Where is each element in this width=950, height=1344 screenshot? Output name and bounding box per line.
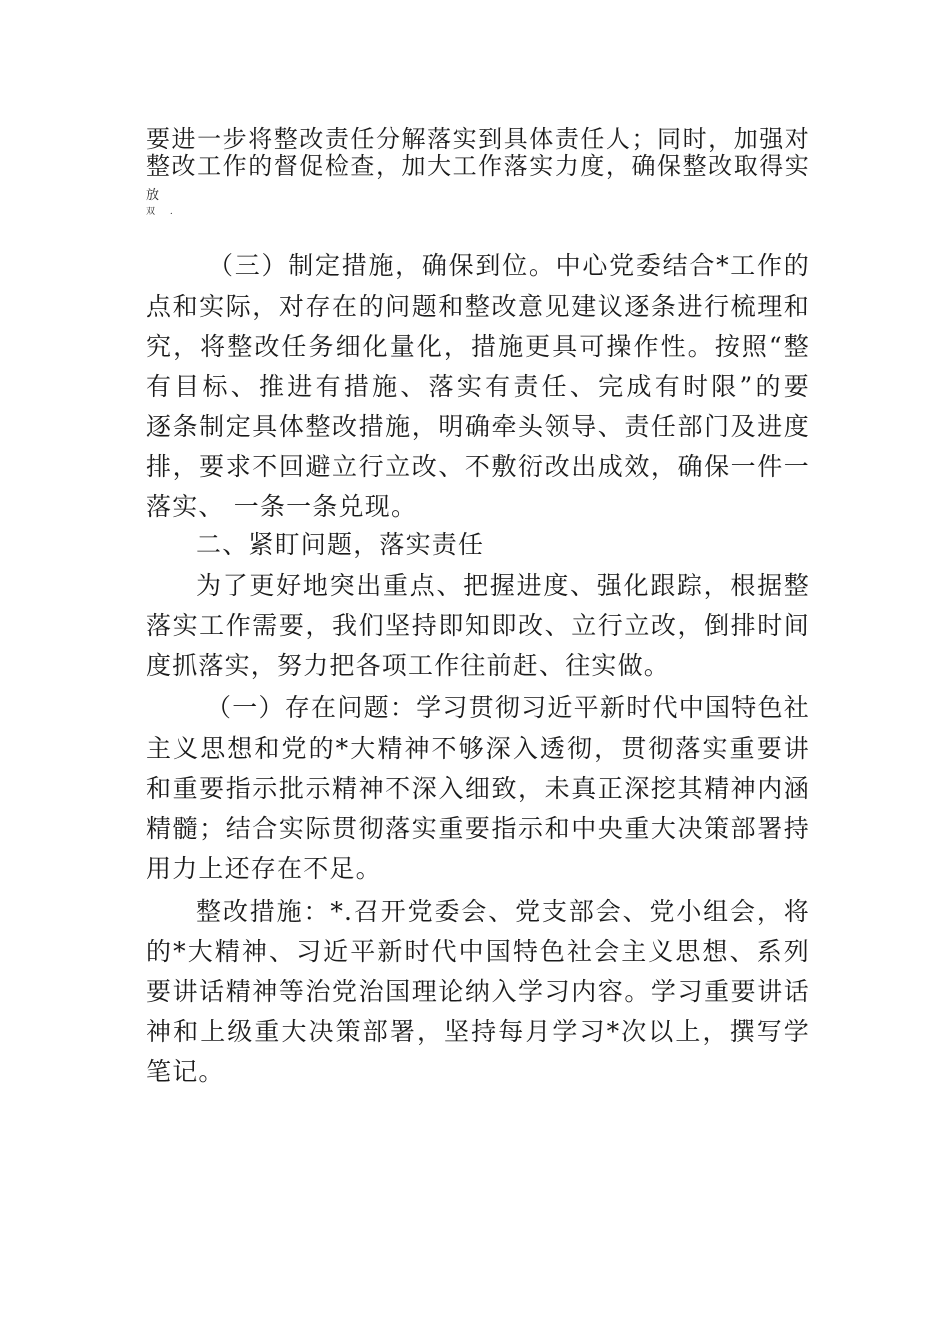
paragraph-line: 整改工作的督促检查，加大工作落实力度，确保整改取得实 <box>146 153 810 180</box>
paragraph-line: 点和实际，对存在的问题和整改意见建议逐条进行梳理和 <box>146 292 810 321</box>
section-3-first-line: （三）制定措施，确保到位。中心党委结合*工作的 <box>208 251 810 280</box>
measures-first-line: 整改措施：*.召开党委会、党支部会、党小组会，将 <box>196 897 810 926</box>
paragraph-line: 主义思想和党的*大精神不够深入透彻，贯彻落实重要讲 <box>146 734 810 763</box>
paragraph-line: 逐条制定具体整改措施，明确牵头领导、责任部门及进度 <box>146 412 810 441</box>
problem-first-line: （一）存在问题：学习贯彻习近平新时代中国特色社 <box>206 693 810 722</box>
paragraph-line: 要进一步将整改责任分解落实到具体责任人；同时，加强对 <box>146 126 810 153</box>
paragraph-line: 和重要指示批示精神不深入细致，未真正深挖其精神内涵 <box>146 774 810 803</box>
paragraph-line: 落实、 一条一条兑现。 <box>146 492 418 521</box>
paragraph-line: 究，将整改任务细化量化，措施更具可操作性。按照“整 <box>146 332 810 361</box>
paragraph-line: 落实工作需要，我们坚持即知即改、立行立改，倒排时间 <box>146 611 810 640</box>
section-heading: 二、紧盯问题，落实责任 <box>196 530 485 559</box>
paragraph-line: 度抓落实，努力把各项工作往前赶、往实做。 <box>146 651 671 680</box>
paragraph-line: 的*大精神、习近平新时代中国特色社会主义思想、系列 <box>146 937 810 966</box>
paragraph-line: 笔记。 <box>146 1057 225 1086</box>
paragraph-line: 神和上级重大决策部署，坚持每月学习*次以上，撰写学 <box>146 1017 810 1046</box>
paragraph-line: 有目标、推进有措施、落实有责任、完成有时限”的要 <box>146 372 810 401</box>
paragraph-line: 要讲话精神等治党治国理论纳入学习内容。学习重要讲话 <box>146 977 810 1006</box>
paragraph-first-line: 为了更好地突出重点、把握进度、强化跟踪，根据整 <box>196 571 810 600</box>
paragraph-fragment: 放 <box>146 188 160 203</box>
paragraph-line: 用力上还存在不足。 <box>146 854 382 883</box>
paragraph-fragment: 双 . <box>146 207 179 217</box>
paragraph-line: 排，要求不回避立行立改、不敷衍改出成效，确保一件一 <box>146 452 810 481</box>
paragraph-line: 精髓；结合实际贯彻落实重要指示和中央重大决策部署持 <box>146 814 810 843</box>
